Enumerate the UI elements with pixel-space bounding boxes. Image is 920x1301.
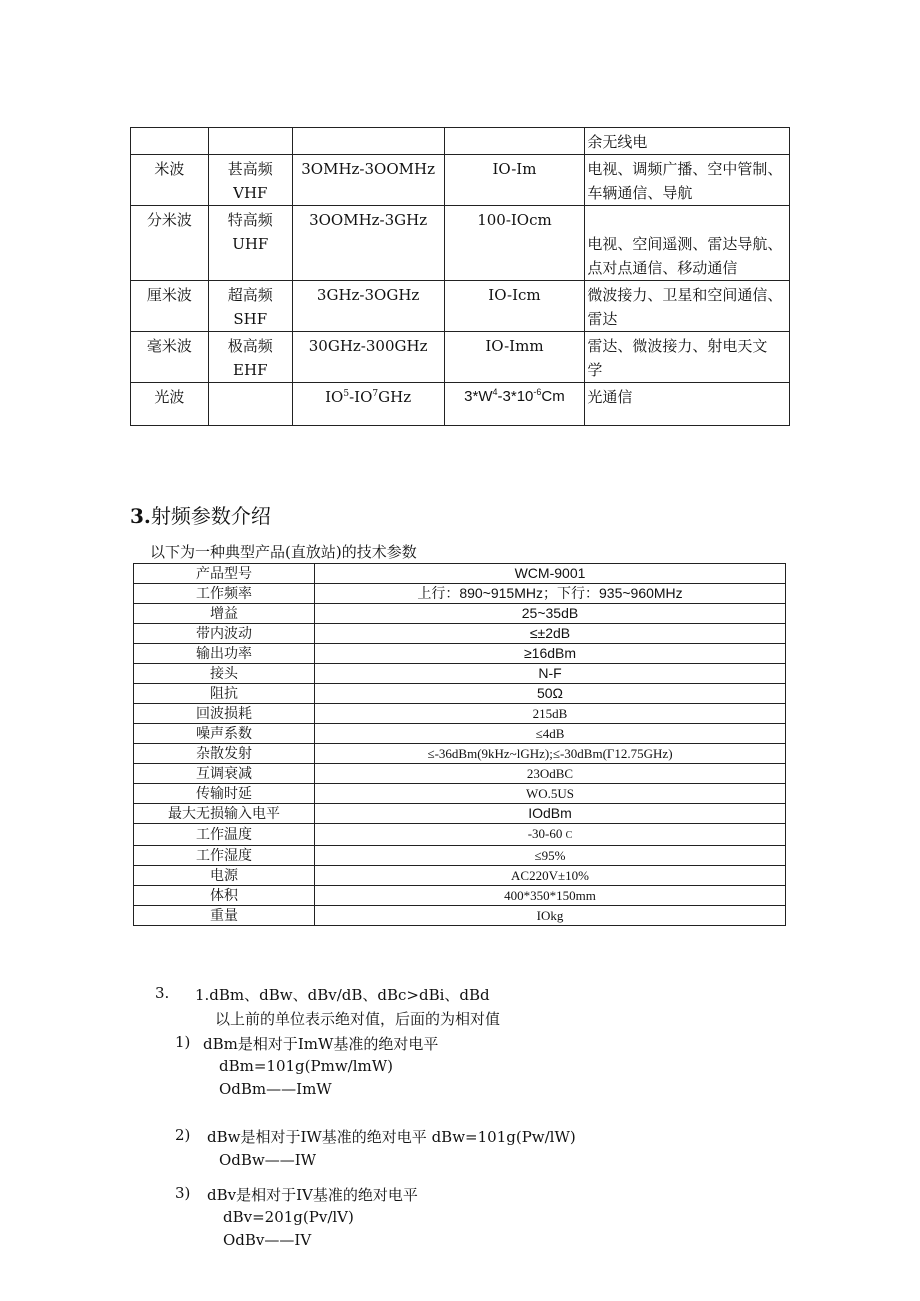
- param-value: 25~35dB: [315, 604, 786, 624]
- band-wavelength: 100-IOcm: [444, 206, 585, 281]
- param-name: 阻抗: [134, 684, 315, 704]
- band-freq: [292, 128, 444, 155]
- band-application: 余无线电: [585, 128, 790, 155]
- band-name: 光波: [131, 383, 209, 426]
- param-name: 最大无损输入电平: [134, 804, 315, 824]
- unit-item-line: dBm=101g(Pmw/lmW): [219, 1057, 394, 1075]
- param-value: IOdBm: [315, 804, 786, 824]
- param-name: 回波损耗: [134, 704, 315, 724]
- units-heading: 1.dBm、dBw、dBv/dB、dBc>dBi、dBd: [195, 986, 490, 1004]
- param-name: 重量: [134, 906, 315, 926]
- unit-item-line: dBv=201g(Pv/lV): [223, 1208, 354, 1226]
- section-title: 3.射频参数介绍: [130, 504, 271, 528]
- table-row: [131, 128, 790, 155]
- band-freq: 3OOMHz-3GHz: [292, 206, 444, 281]
- table-row: [134, 824, 786, 846]
- unit-item-num: 3): [175, 1184, 191, 1202]
- band-table: [130, 127, 790, 426]
- band-application: 电视、调频广播、空中管制、 车辆通信、导航: [585, 155, 790, 206]
- param-value: IOkg: [315, 906, 786, 926]
- table-row: [134, 866, 786, 886]
- table-row: [134, 704, 786, 724]
- param-name: 产品型号: [134, 564, 315, 584]
- unit-item-line: OdBw——IW: [219, 1151, 317, 1169]
- unit-item-num: 2): [175, 1126, 191, 1144]
- table-row: [134, 644, 786, 664]
- unit-item-line: OdBv——IV: [223, 1231, 312, 1249]
- param-name: 工作频率: [134, 584, 315, 604]
- param-name: 杂散发射: [134, 744, 315, 764]
- band-freq: 3OMHz-3OOMHz: [292, 155, 444, 206]
- units-note: 以上前的单位表示绝对值，后面的为相对值: [215, 1010, 501, 1028]
- param-name: 输出功率: [134, 644, 315, 664]
- param-value: ≤±2dB: [315, 624, 786, 644]
- table-row: [134, 604, 786, 624]
- table-row: [134, 664, 786, 684]
- param-value: N-F: [315, 664, 786, 684]
- table-row: [134, 764, 786, 784]
- param-name: 噪声系数: [134, 724, 315, 744]
- band-label: 超高频 SHF: [208, 281, 292, 332]
- units-heading-num: 3.: [155, 984, 170, 1002]
- param-value: WCM-9001: [315, 564, 786, 584]
- band-wavelength: IO-Imm: [444, 332, 585, 383]
- band-name: [131, 128, 209, 155]
- param-value: ≥16dBm: [315, 644, 786, 664]
- band-freq: 30GHz-300GHz: [292, 332, 444, 383]
- table-row: [134, 744, 786, 764]
- band-wavelength: $3*W^4-3*10^{-6}Cm$: [444, 383, 585, 426]
- band-label: [208, 383, 292, 426]
- table-row: [131, 281, 790, 332]
- param-value: 215dB: [315, 704, 786, 724]
- param-value: 23OdBC: [315, 764, 786, 784]
- band-freq: 3GHz-3OGHz: [292, 281, 444, 332]
- param-name: 体积: [134, 886, 315, 906]
- band-label: 极高频 EHF: [208, 332, 292, 383]
- band-label: 甚高频 VHF: [208, 155, 292, 206]
- band-name: 厘米波: [131, 281, 209, 332]
- table-row: [131, 155, 790, 206]
- unit-item-line: OdBm——ImW: [219, 1080, 332, 1098]
- table-row: [131, 383, 790, 426]
- table-row: [134, 886, 786, 906]
- table-row: [134, 846, 786, 866]
- band-label: [208, 128, 292, 155]
- band-wavelength: IO-Icm: [444, 281, 585, 332]
- param-name: 增益: [134, 604, 315, 624]
- intro-text: 以下为一种典型产品(直放站)的技术参数: [150, 543, 417, 561]
- table-row: [134, 724, 786, 744]
- param-value: 50Ω: [315, 684, 786, 704]
- param-value: -30-60 C: [315, 824, 786, 846]
- band-application: 微波接力、卫星和空间通信、 雷达: [585, 281, 790, 332]
- param-name: 电源: [134, 866, 315, 886]
- unit-item-line: dBw是相对于IW基准的绝对电平 dBw=101g(Pw/lW): [207, 1128, 576, 1146]
- param-name: 传输时延: [134, 784, 315, 804]
- unit-item-line: dBm是相对于ImW基准的绝对电平: [203, 1035, 439, 1053]
- table-row: [134, 784, 786, 804]
- table-row: [134, 624, 786, 644]
- param-table: [133, 563, 786, 926]
- param-name: 工作温度: [134, 824, 315, 846]
- table-row: [134, 584, 786, 604]
- band-name: 分米波: [131, 206, 209, 281]
- band-name: 米波: [131, 155, 209, 206]
- param-value: ≤-36dBm(9kHz~lGHz);≤-30dBm(Γ12.75GHz): [315, 744, 786, 764]
- band-wavelength: [444, 128, 585, 155]
- param-value: 上行：890~915MHz；下行：935~960MHz: [315, 584, 786, 604]
- band-application: 光通信: [585, 383, 790, 426]
- table-row: [134, 684, 786, 704]
- param-value: AC220V±10%: [315, 866, 786, 886]
- table-row: [134, 804, 786, 824]
- band-freq: $IO^5-IO^7GHz$: [292, 383, 444, 426]
- param-value: ≤95%: [315, 846, 786, 866]
- unit-item-line: dBv是相对于IV基准的绝对电平: [207, 1186, 418, 1204]
- unit-item-num: 1): [175, 1033, 191, 1051]
- param-name: 工作湿度: [134, 846, 315, 866]
- param-value: WO.5US: [315, 784, 786, 804]
- band-application: 电视、空间遥测、雷达导航、 点对点通信、移动通信: [585, 206, 790, 281]
- band-application: 雷达、微波接力、射电天文 学: [585, 332, 790, 383]
- param-name: 接头: [134, 664, 315, 684]
- table-row: [131, 206, 790, 281]
- table-row: [131, 332, 790, 383]
- param-name: 互调衰减: [134, 764, 315, 784]
- band-wavelength: IO-Im: [444, 155, 585, 206]
- table-row: [134, 906, 786, 926]
- band-label: 特高频 UHF: [208, 206, 292, 281]
- param-name: 带内波动: [134, 624, 315, 644]
- table-row: [134, 564, 786, 584]
- param-value: 400*350*150mm: [315, 886, 786, 906]
- param-value: ≤4dB: [315, 724, 786, 744]
- band-name: 毫米波: [131, 332, 209, 383]
